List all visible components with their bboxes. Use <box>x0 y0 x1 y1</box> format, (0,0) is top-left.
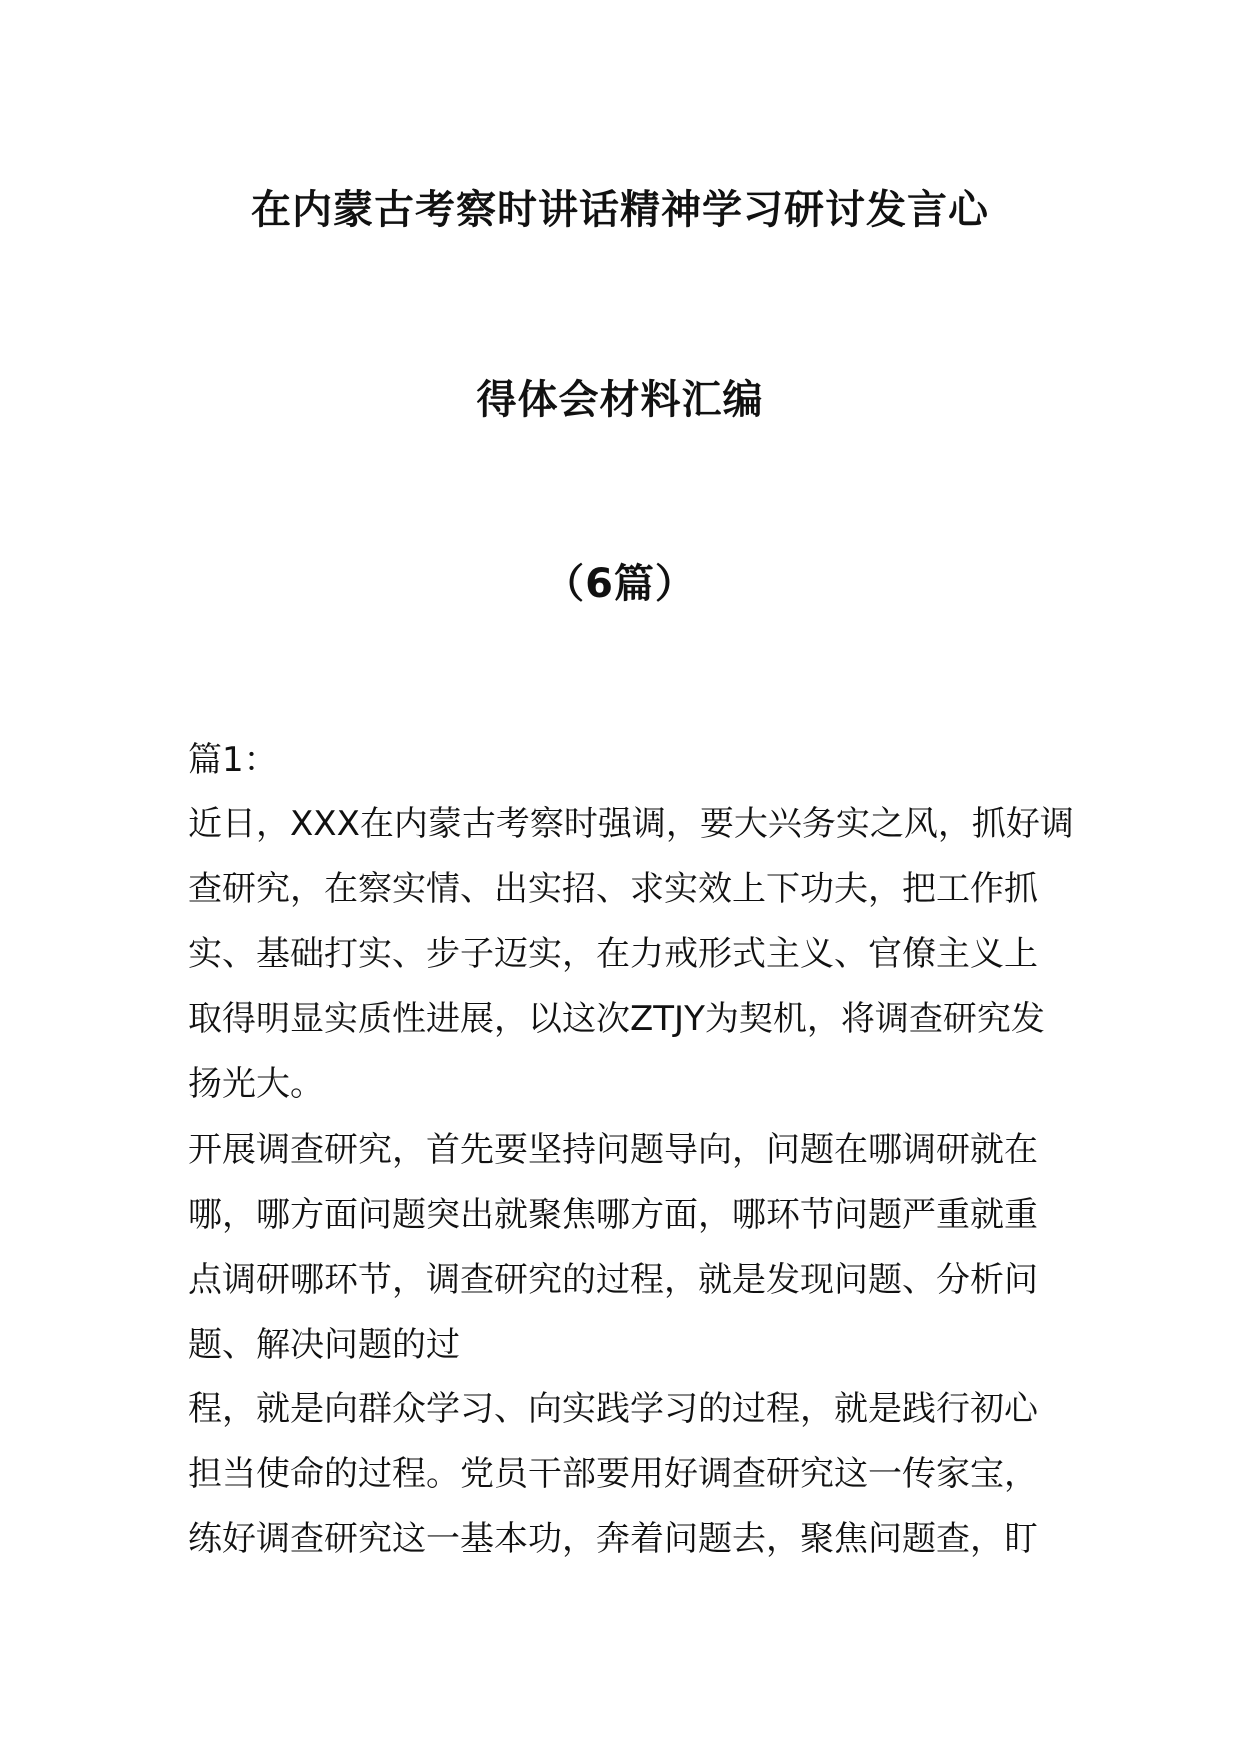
paragraph-line: 近日，XXX在内蒙古考察时强调，要大兴务实之风，抓好调 <box>188 804 1074 844</box>
paragraph-line: 扬光大。 <box>188 1064 324 1104</box>
paragraph-line: 担当使命的过程。党员干部要用好调查研究这一传家宝， <box>188 1454 1038 1494</box>
paragraph-3 <box>188 1377 1058 1572</box>
document-count: （6篇） <box>544 561 696 607</box>
paragraph-line: 哪，哪方面问题突出就聚焦哪方面，哪环节问题严重就重 <box>188 1195 1038 1235</box>
paragraph-line: 点调研哪环节，调查研究的过程，就是发现问题、分析问 <box>188 1260 1038 1300</box>
paragraph-line: 查研究，在察实情、出实招、求实效上下功夫，把工作抓 <box>188 869 1038 909</box>
paragraph-line: 取得明显实质性进展，以这次ZTJY为契机，将调查研究发 <box>188 999 1045 1039</box>
document-title-line-2: 得体会材料汇编 <box>476 377 764 423</box>
paragraph-line: 程，就是向群众学习、向实践学习的过程，就是践行初心 <box>188 1389 1038 1429</box>
paragraph-line: 实、基础打实、步子迈实，在力戒形式主义、官僚主义上 <box>188 934 1038 974</box>
paragraph-line: 开展调查研究，首先要坚持问题导向，问题在哪调研就在 <box>188 1130 1038 1170</box>
paragraph-2 <box>188 1118 1058 1378</box>
paragraph-1 <box>188 792 1074 1117</box>
paragraph-line: 题、解决问题的过 <box>188 1325 460 1365</box>
document-title-line-1: 在内蒙古考察时讲话精神学习研讨发言心 <box>251 187 989 233</box>
article-label: 篇1： <box>188 740 278 780</box>
paragraph-line: 练好调查研究这一基本功，奔着问题去，聚焦问题查，盯 <box>188 1519 1038 1559</box>
